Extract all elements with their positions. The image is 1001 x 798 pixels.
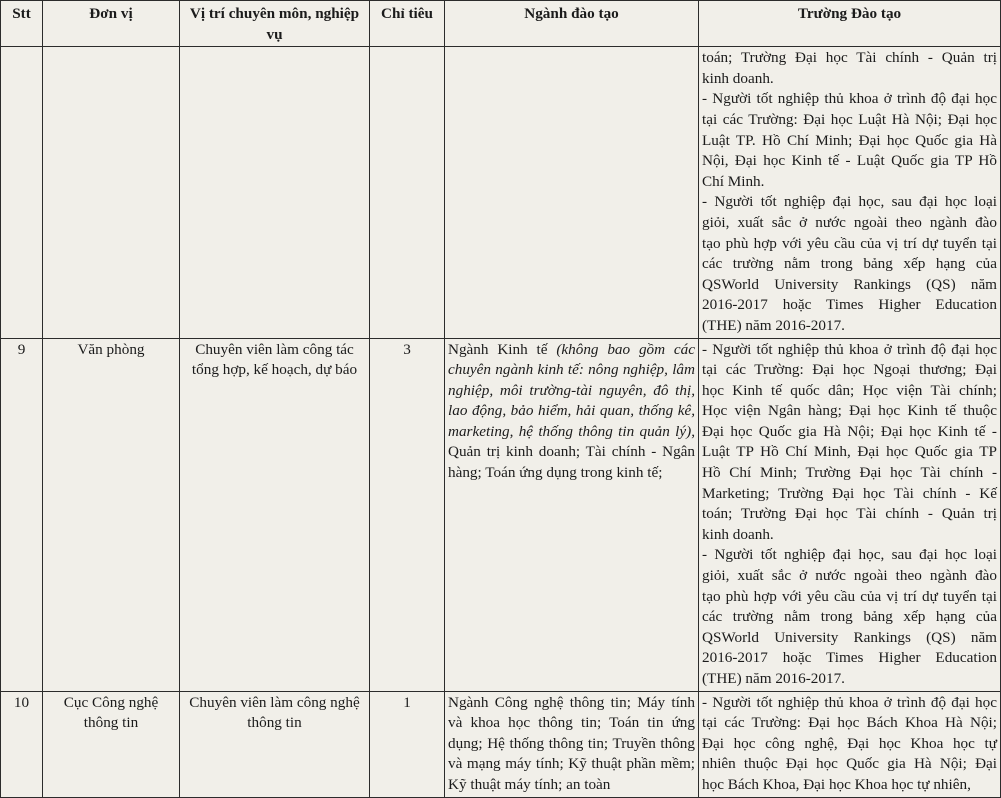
cell-field [445, 47, 699, 338]
school-line: các trường nằm trong bảng xếp hạng của [702, 255, 997, 273]
cell-stt [1, 47, 43, 338]
school-line: Luật TP. Hồ Chí Minh; Đại học Quốc gia Hà [702, 131, 997, 149]
school-line: - Người tốt nghiệp thủ khoa ở trình độ đại học [702, 90, 997, 108]
header-field: Ngành đào tạo [445, 1, 699, 47]
school-line: toán; Trường Đại học Tài chính - Quản trị [702, 49, 997, 67]
school-line: 2016-2017 hoặc Times Higher Education [702, 649, 997, 667]
table-row [1, 691, 1001, 797]
school-line: giỏi, xuất sắc ở nước ngoài theo ngành đào [702, 567, 997, 585]
school-line: (THE) năm 2016-2017. [702, 316, 845, 334]
school-line: nhiên thuộc Đại học Quốc gia Hà Nội; Đại [702, 755, 997, 773]
school-line: - Người tốt nghiệp thủ khoa ở trình độ đại học [702, 693, 997, 711]
school-line: tại các Trường: Đại học Bách Khoa Hà Nội; [702, 714, 997, 732]
cell-unit [43, 47, 180, 338]
cell-school [699, 338, 1001, 691]
school-line: Học viện Ngân hàng; Đại học Kinh tế thuộc [702, 402, 997, 420]
school-line: - Người tốt nghiệp đại học, sau đại học loại [702, 193, 997, 211]
school-line: Đại học công nghệ, Đại học Khoa học tự [702, 734, 997, 752]
cell-position: Chuyên viên làm công nghệ thông tin [180, 691, 370, 797]
field-text: Ngành Công nghệ thông tin; Máy tính và khoa học thông tin; Toán tin ứng dụng; Hệ thống thông tin; Truyền thông và mạng máy tính; Kỹ thuật phần mềm; Kỹ thuật máy tính; an toàn [448, 693, 695, 793]
field-text: Ngành Kinh tế [448, 340, 557, 358]
school-line: Marketing; Trường Đại học Tài chính - Kế [702, 484, 997, 502]
cell-quota: 3 [370, 338, 445, 691]
cell-stt: 9 [1, 338, 43, 691]
school-line: Chí Minh. [702, 172, 765, 190]
header-unit: Đơn vị [43, 1, 180, 47]
table-row [1, 338, 1001, 691]
school-line: các trường nằm trong bảng xếp hạng của [702, 608, 997, 626]
cell-stt: 10 [1, 691, 43, 797]
school-line: tại các Trường: Đại học Ngoại thương; Đại [702, 361, 997, 379]
school-line: Nội, Đại học Kinh tế - Luật Quốc gia TP Hồ [702, 152, 997, 170]
school-line: học Kinh tế quốc dân; Học viện Tài chính; [702, 381, 997, 399]
cell-quota [370, 47, 445, 338]
school-line: học Bách Khoa, Đại học Khoa học tự nhiên, [702, 775, 971, 793]
cell-unit: Cục Công nghệ thông tin [43, 691, 180, 797]
school-line: tại các Trường: Đại học Luật Hà Nội; Đại học [702, 110, 997, 128]
school-line: tạo phù hợp với yêu cầu của vị trí dự tuyển tại [702, 234, 997, 252]
school-line: - Người tốt nghiệp thủ khoa ở trình độ đại học [702, 340, 997, 358]
table-header-row [1, 1, 1001, 47]
school-line: tạo phù hợp với yêu cầu của vị trí dự tuyển tại [702, 587, 997, 605]
school-line: Luật TP Hồ Chí Minh, Đại học Quốc gia TP [702, 443, 997, 461]
cell-position: Chuyên viên làm công tác tổng hợp, kế hoạch, dự báo [180, 338, 370, 691]
field-note-italic: (không bao gồm các chuyên ngành kinh tế: nông nghiệp, lâm nghiệp, môi trường-tài nguyên, đô thị, lao động, bảo hiểm, hải quan, thống kê, marketing, hệ thống thông tin quản lý) [448, 340, 696, 440]
cell-school [699, 47, 1001, 338]
school-line: (THE) năm 2016-2017. [702, 670, 845, 687]
school-line: giỏi, xuất sắc ở nước ngoài theo ngành đào [702, 213, 997, 231]
school-line: QSWorld University Rankings (QS) năm [702, 275, 997, 293]
school-line: - Người tốt nghiệp đại học, sau đại học loại [702, 546, 997, 564]
school-line: kinh doanh. [702, 69, 774, 87]
header-quota: Chỉ tiêu [370, 1, 445, 47]
school-line: QSWorld University Rankings (QS) năm [702, 628, 997, 646]
school-line: kinh doanh. [702, 525, 774, 543]
cell-field [445, 691, 699, 797]
cell-position [180, 47, 370, 338]
cell-school [699, 691, 1001, 797]
field-text: , Quản trị kinh doanh; Tài chính - Ngân hàng; Toán ứng dụng trong kinh tế; [448, 422, 695, 482]
header-stt: Stt [1, 1, 43, 47]
table-row [1, 47, 1001, 338]
school-line: 2016-2017 hoặc Times Higher Education [702, 296, 997, 314]
cell-unit: Văn phòng [43, 338, 180, 691]
cell-quota: 1 [370, 691, 445, 797]
header-position: Vị trí chuyên môn, nghiệp vụ [180, 1, 370, 47]
school-line: Hồ Chí Minh; Trường Đại học Tài chính - [702, 464, 997, 482]
cell-field [445, 338, 699, 691]
school-line: Đại học Quốc gia Hà Nội; Đại học Kinh tế - [702, 422, 997, 440]
header-school: Trường Đào tạo [699, 1, 1001, 47]
school-line: toán; Trường Đại học Tài chính - Quản trị [702, 505, 997, 523]
